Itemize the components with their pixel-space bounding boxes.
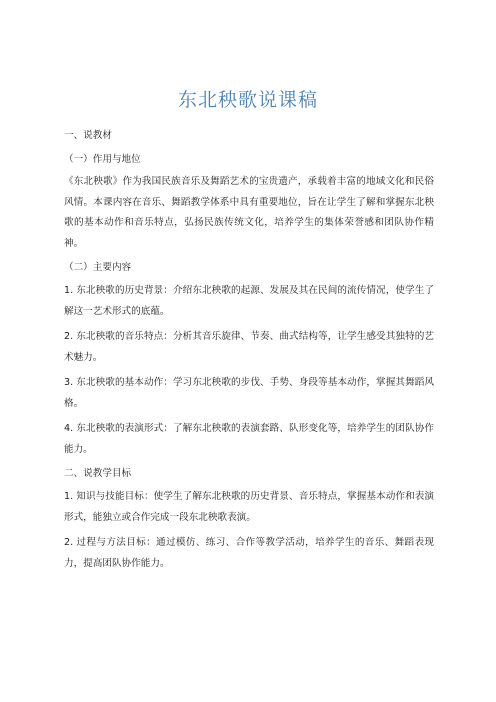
document-body <box>64 128 434 574</box>
paragraph-role: 《东北秧歌》作为我国民族音乐及舞蹈艺术的宝贵遗产，承载着丰富的地域文化和民俗风情。本课内容在音乐、舞蹈教学体系中具有重要地位，旨在让学生了解和掌握东北秧歌的基本动作和音乐特点，弘扬民族传统文化，培养学生的集体荣誉感和团队协作精神。 <box>64 176 434 249</box>
section-heading-textbook: 一、说教材 <box>64 130 112 141</box>
subheading-role: （一）作用与地位 <box>64 154 141 165</box>
list-item-music: 2. 东北秧歌的音乐特点：分析其音乐旋律、节奏、曲式结构等，让学生感受其独特的艺术魅力。 <box>64 331 434 363</box>
section-heading-goals: 二、说教学目标 <box>64 468 132 479</box>
list-item-goal-knowledge: 1. 知识与技能目标：使学生了解东北秧歌的历史背景、音乐特点，掌握基本动作和表演形式，能独立或合作完成一段东北秧歌表演。 <box>64 491 434 523</box>
list-item-history: 1. 东北秧歌的历史背景：介绍东北秧歌的起源、发展及其在民间的流传情况，使学生了解这一艺术形式的底蕴。 <box>64 285 434 317</box>
subheading-main-content: （二）主要内容 <box>64 262 132 273</box>
list-item-goal-process: 2. 过程与方法目标：通过模仿、练习、合作等教学活动，培养学生的音乐、舞蹈表现力，提高团队协作能力。 <box>64 537 434 569</box>
list-item-movements: 3. 东北秧歌的基本动作：学习东北秧歌的步伐、手势、身段等基本动作，掌握其舞蹈风格。 <box>64 377 434 409</box>
list-item-performance: 4. 东北秧歌的表演形式：了解东北秧歌的表演套路、队形变化等，培养学生的团队协作能力。 <box>64 423 434 455</box>
document-title: 东北秧歌说课稿 <box>177 89 318 111</box>
